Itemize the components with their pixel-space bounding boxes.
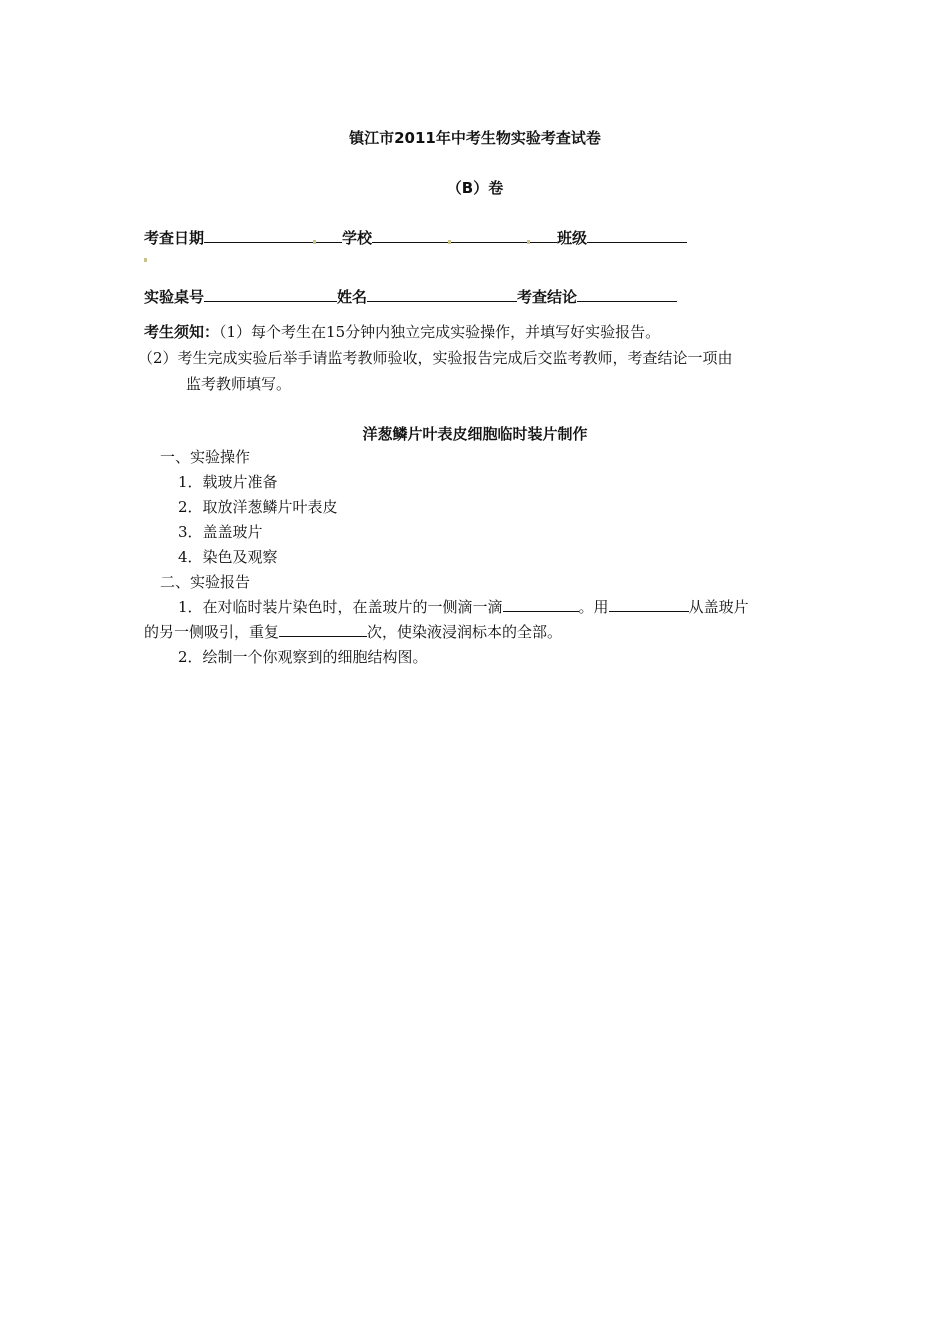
answer-blank-2[interactable] (609, 597, 689, 612)
notice-item-1: （1）每个考生在15分钟内独立完成实验操作，并填写好实验报告。 (219, 323, 661, 341)
marker-dot (448, 240, 451, 244)
question-1-text: 次，使染液浸润标本的全部。 (367, 623, 563, 641)
step-item: 1．载玻片准备 (178, 473, 278, 491)
question-2: 2．绘制一个你观察到的细胞结构图。 (178, 648, 428, 666)
class-label: 班级 (557, 229, 588, 247)
answer-blank-3[interactable] (279, 622, 367, 637)
marker-dot (527, 240, 530, 244)
page-title: 镇江市2011年中考生物实验考查试卷 (349, 129, 601, 147)
date-field[interactable] (204, 228, 342, 243)
section-operation: 一、实验操作 (160, 448, 251, 466)
fields-row-1 (144, 228, 687, 248)
step-item: 2．取放洋葱鳞片叶表皮 (178, 498, 338, 516)
result-label: 考查结论 (517, 288, 578, 306)
desk-label: 实验桌号 (144, 288, 205, 306)
page-subtitle: （B）卷 (446, 179, 504, 197)
marker-dot (144, 258, 147, 262)
notice-label: 考生须知： (144, 323, 220, 341)
question-1-line-1 (178, 597, 749, 617)
date-label: 考查日期 (144, 229, 205, 247)
section-report: 二、实验报告 (160, 573, 251, 591)
question-1-line-2 (144, 622, 562, 642)
question-1-text: 。用 (578, 598, 609, 616)
name-label: 姓名 (337, 288, 368, 306)
marker-dot (313, 240, 316, 244)
notice-line-1 (144, 322, 660, 342)
desk-field[interactable] (204, 287, 337, 302)
step-item: 4．染色及观察 (178, 548, 278, 566)
notice-item-2-cont: 监考教师填写。 (186, 375, 292, 393)
school-label: 学校 (342, 229, 373, 247)
result-field[interactable] (577, 287, 677, 302)
question-1-text: 的另一侧吸引，重复 (144, 623, 280, 641)
step-item: 3．盖盖玻片 (178, 523, 263, 541)
question-1-text: 1．在对临时装片染色时，在盖玻片的一侧滴一滴 (178, 598, 503, 616)
question-1-text: 从盖玻片 (688, 598, 749, 616)
experiment-title: 洋葱鳞片叶表皮细胞临时装片制作 (362, 425, 588, 443)
fields-row-2 (144, 287, 677, 307)
notice-item-2: （2）考生完成实验后举手请监考教师验收，实验报告完成后交监考教师，考查结论一项由 (138, 349, 733, 367)
answer-blank-1[interactable] (503, 597, 579, 612)
class-field[interactable] (587, 228, 687, 243)
name-field[interactable] (367, 287, 517, 302)
